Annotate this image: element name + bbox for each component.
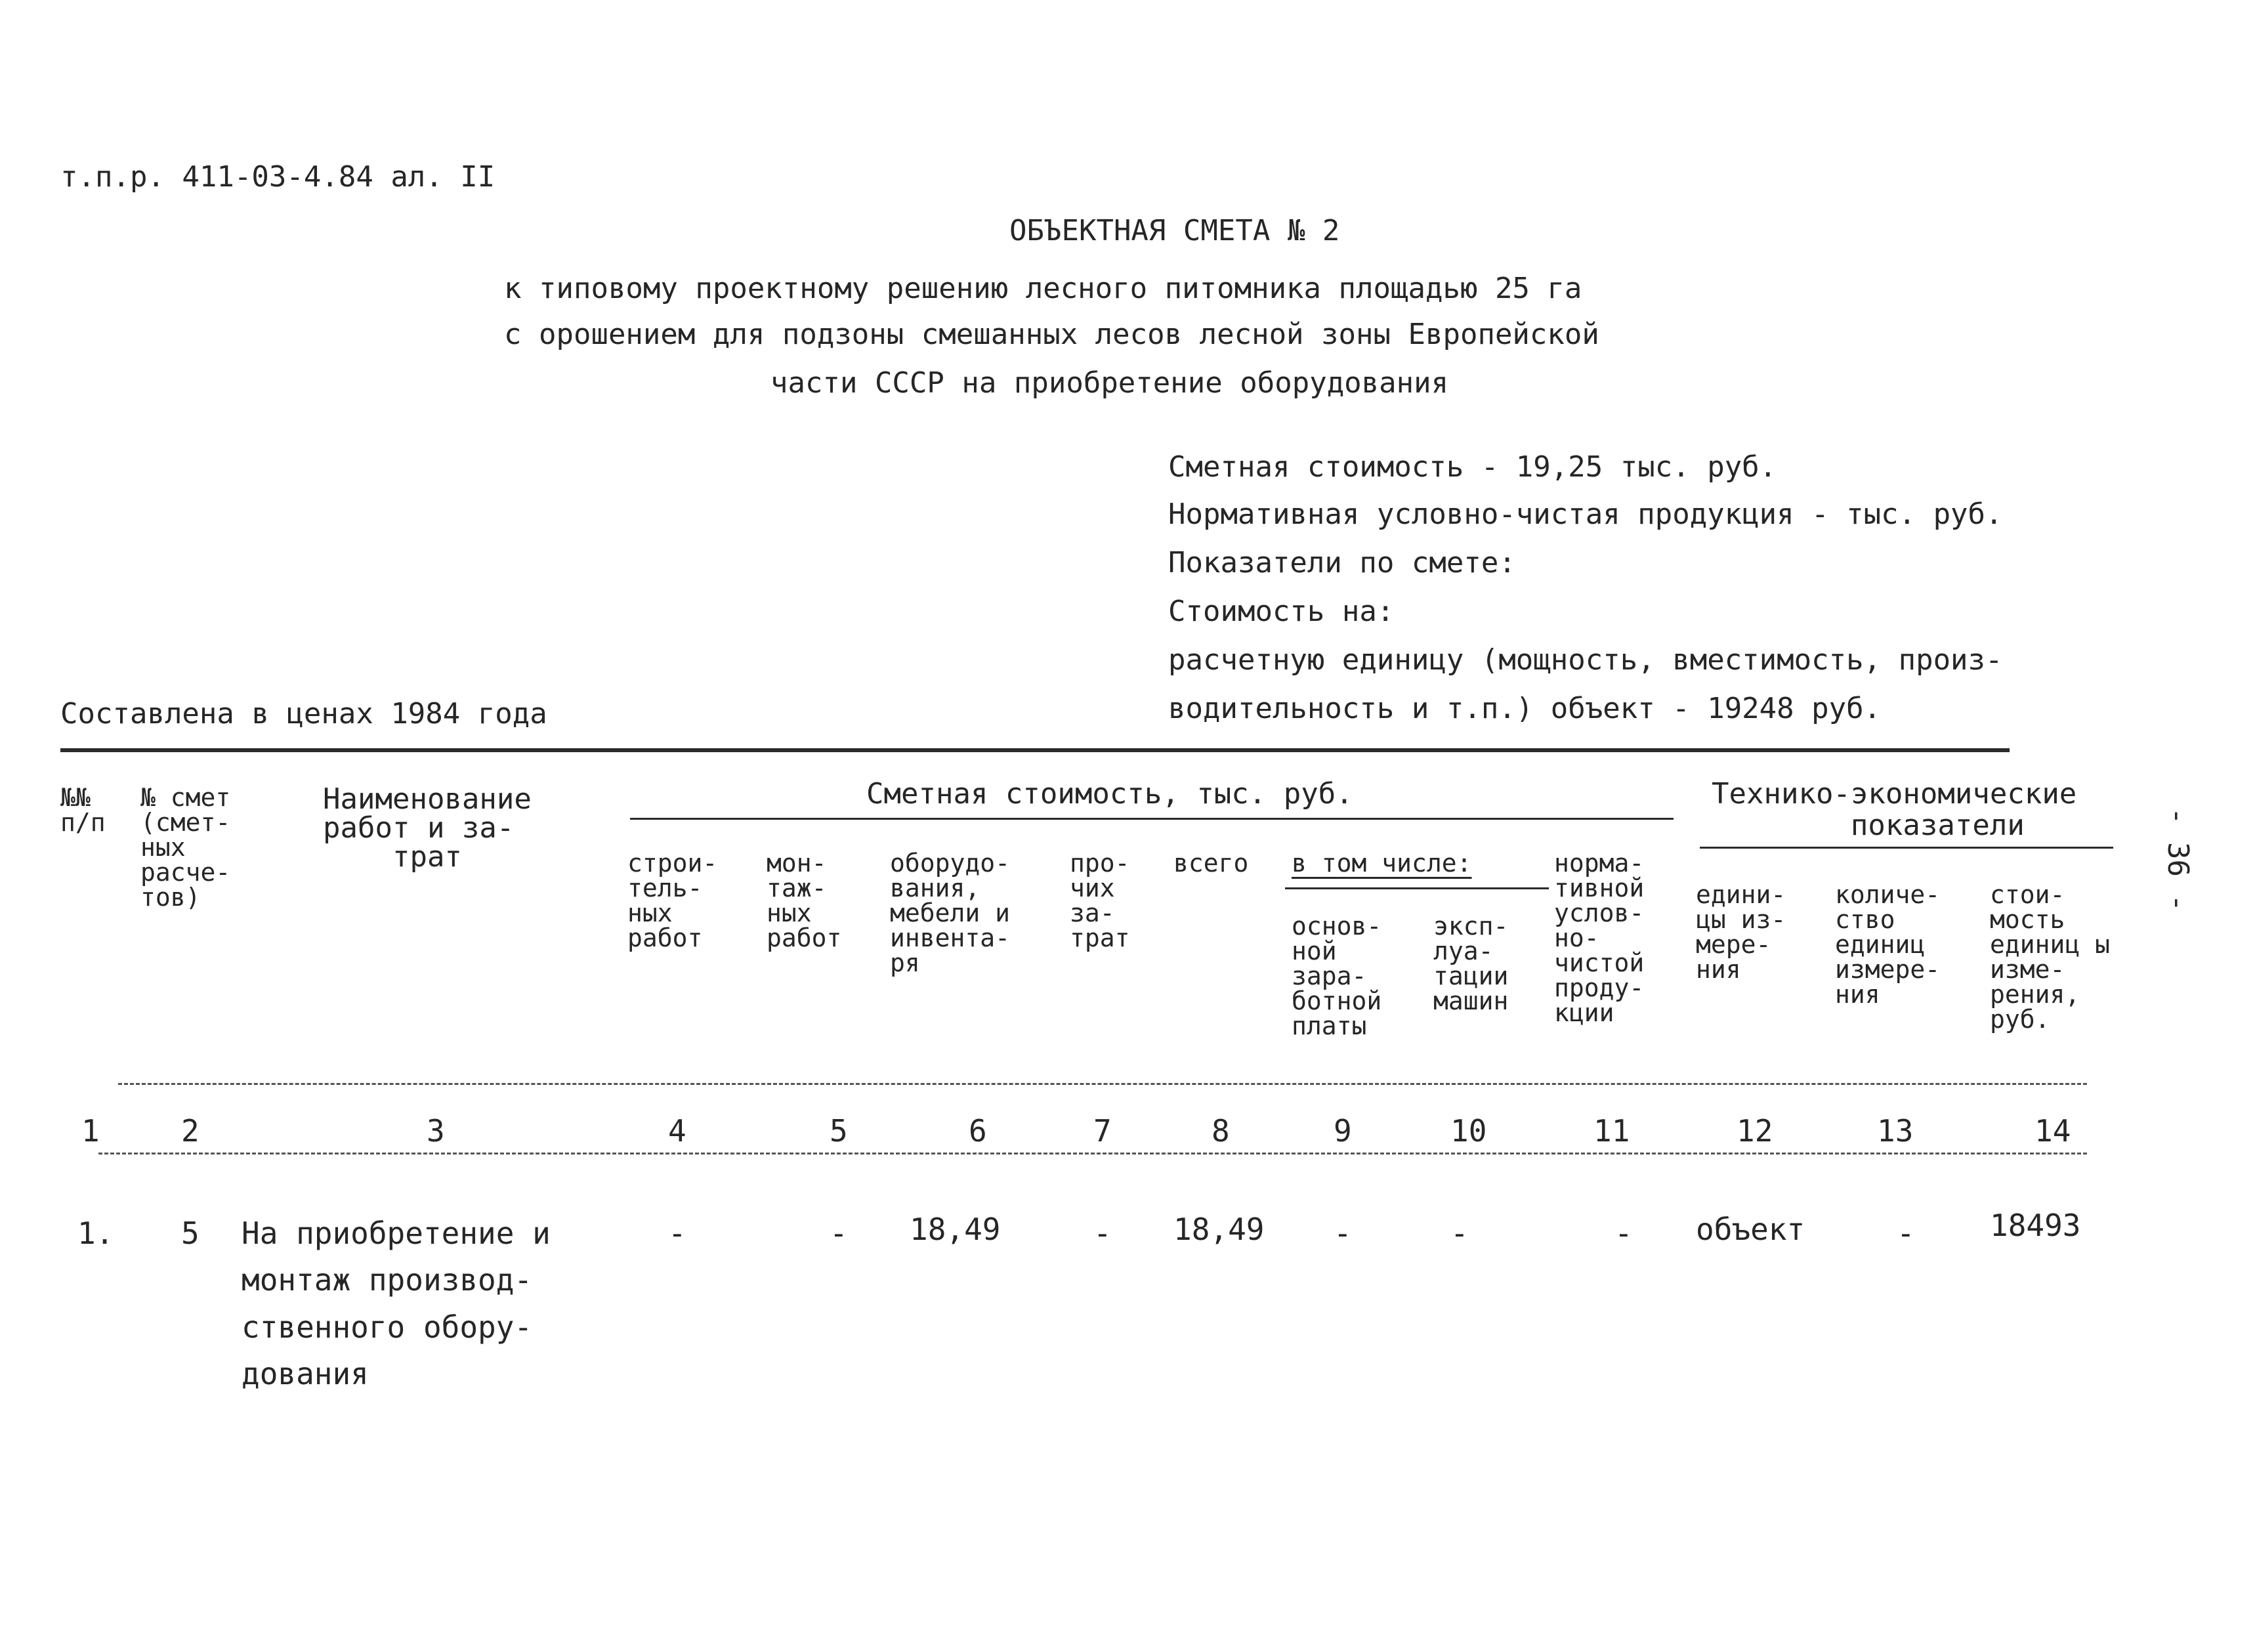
document-reference: т.п.р. 411-03-4.84 ал. II <box>60 160 495 194</box>
row-1-total: 18,49 <box>1173 1212 1265 1247</box>
subtitle-line-1: к типовому проектному решению лесного питомника площадью 25 га <box>504 272 1582 305</box>
col-number-2: 2 <box>181 1113 200 1149</box>
calc-unit-line-2: водительность и т.п.) объект - 19248 руб. <box>1168 692 1882 725</box>
row-1-qty: - <box>1897 1216 1915 1251</box>
col-header-12: едини- цы из- мере- ния <box>1696 880 1786 984</box>
col-number-6: 6 <box>969 1113 987 1149</box>
in-that-number-label: в том числе: <box>1292 849 1472 878</box>
col-header-6: оборудо- вания, мебели и инвента- ря <box>890 849 1011 977</box>
group-header-cost: Сметная стоимость, тыс. руб. <box>866 777 1353 811</box>
row-1-other: - <box>1093 1216 1112 1251</box>
table-top-rule <box>60 748 2010 752</box>
col-header-2: № смет (смет- ных расче- тов) <box>140 783 231 912</box>
col-number-13: 13 <box>1877 1113 1914 1149</box>
col-numbers-rule <box>98 1153 2087 1154</box>
col-header-4: строи- тель- ных работ <box>627 849 718 952</box>
cost-per-label: Стоимость на: <box>1168 595 1395 628</box>
row-1-unit-cost: 18493 <box>1990 1208 2081 1243</box>
row-1-equipment: 18,49 <box>910 1212 1001 1247</box>
col-number-1: 1 <box>81 1113 100 1149</box>
col-header-3: Наименование работ и за- трат <box>323 782 532 874</box>
col-header-9: основ- ной зара- ботной платы <box>1292 912 1382 1040</box>
estimated-cost: Сметная стоимость - 19,25 тыс. руб. <box>1168 450 1777 484</box>
col-header-7: про- чих за- трат <box>1070 849 1130 952</box>
group-header-tech: Технико-экономические показатели <box>1712 777 2077 842</box>
col-header-14: стои- мость единиц ы изме- рения, руб. <box>1990 880 2111 1034</box>
col-number-3: 3 <box>427 1113 445 1149</box>
page-number: - 36 - <box>2161 807 2195 912</box>
col-number-4: 4 <box>668 1113 686 1149</box>
row-1-unit: объект <box>1696 1212 1805 1247</box>
in-that-number-underline <box>1285 887 1549 889</box>
row-1-net-product: - <box>1614 1216 1633 1251</box>
col-number-8: 8 <box>1212 1113 1230 1149</box>
col-header-5: мон- таж- ных работ <box>767 849 842 952</box>
col-header-1: №№ п/п <box>60 783 106 837</box>
col-header-8: всего <box>1173 849 1249 878</box>
header-bottom-rule <box>118 1083 2087 1085</box>
row-1-name: На приобретение и монтаж производ- ственного обору- дования <box>242 1216 551 1391</box>
row-1-smeta: 5 <box>181 1216 200 1251</box>
col-number-10: 10 <box>1450 1113 1487 1149</box>
row-1-construction: - <box>668 1216 686 1251</box>
col-number-9: 9 <box>1334 1113 1352 1149</box>
subtitle-line-3: части СССР на приобретение оборудования <box>770 366 1449 400</box>
col-number-5: 5 <box>830 1113 848 1149</box>
estimate-indicators-label: Показатели по смете: <box>1168 546 1516 580</box>
row-1-wages: - <box>1334 1216 1352 1251</box>
col-header-10: эксп- луа- тации машин <box>1433 912 1509 1015</box>
price-year-note: Составлена в ценах 1984 года <box>60 697 547 731</box>
col-number-11: 11 <box>1593 1113 1630 1149</box>
col-number-14: 14 <box>2034 1113 2071 1149</box>
normative-net-product: Нормативная условно-чистая продукция - тыс. руб. <box>1168 498 2003 531</box>
subtitle-line-2: с орошением для подзоны смешанных лесов лесной зоны Европейской <box>504 318 1599 351</box>
col-header-13: количе- ство единиц измере- ния <box>1835 880 1941 1009</box>
row-1-machines: - <box>1450 1216 1469 1251</box>
document-title: ОБЪЕКТНАЯ СМЕТА № 2 <box>1009 214 1340 247</box>
row-1-installation: - <box>830 1216 848 1251</box>
row-1-num: 1. <box>77 1216 114 1251</box>
group-cost-underline <box>630 818 1674 820</box>
group-tech-underline <box>1700 847 2113 849</box>
calc-unit-line-1: расчетную единицу (мощность, вместимость, произ- <box>1168 643 2003 677</box>
col-header-11: норма- тивной услов- но- чистой проду- кции <box>1554 849 1645 1027</box>
col-number-12: 12 <box>1737 1113 1773 1149</box>
col-number-7: 7 <box>1093 1113 1112 1149</box>
